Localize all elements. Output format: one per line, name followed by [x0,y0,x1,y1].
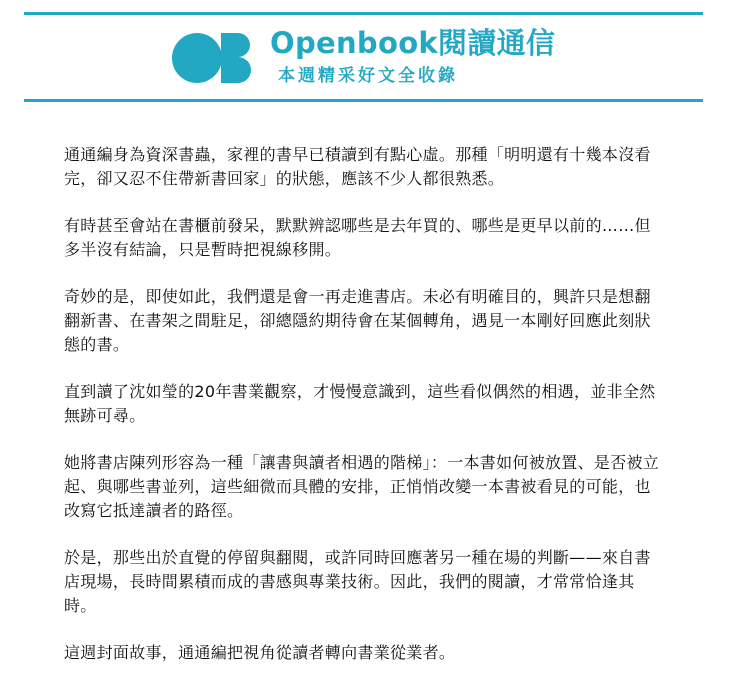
newsletter-subtitle: 本週精采好文全收錄 [278,66,458,86]
newsletter-title: Openbook閱讀通信 [270,26,556,60]
header-bottom-rule [24,99,703,102]
openbook-ob-logo-icon [172,33,258,83]
article-paragraph: 有時甚至會站在書櫃前發呆，默默辨認哪些是去年買的、哪些是更早以前的……但多半沒有結論，只是暫時把視線移開。 [64,216,651,259]
article-paragraph: 通通編身為資深書蟲，家裡的書早已積讀到有點心虛。那種「明明還有十幾本沒看完，卻又忍不住帶新書回家」的狀態，應該不少人都很熟悉。 [64,145,651,188]
article-paragraph: 直到讀了沈如瑩的20年書業觀察，才慢慢意識到，這些看似偶然的相遇，並非全然無跡可尋。 [64,382,656,425]
article-paragraph: 於是，那些出於直覺的停留與翻閱，或許同時回應著另一種在場的判斷——來自書店現場，長時間累積而成的書感與專業技術。因此，我們的閱讀，才常常恰逢其時。 [64,548,651,615]
article-paragraph: 這週封面故事，通通編把視角從讀者轉向書業從業者。 [64,643,456,662]
article-paragraph: 她將書店陳列形容為一種「讓書與讀者相遇的階梯」：一本書如何被放置、是否被立起、與哪些書並列，這些細微而具體的安排，正悄悄改變一本書被看見的可能，也改寫它抵達讀者的路徑。 [64,453,660,520]
masthead [0,15,746,99]
article-body [64,143,664,688]
article-paragraph: 奇妙的是，即使如此，我們還是會一再走進書店。未必有明確目的，興許只是想翻翻新書、在書架之間駐足，卻總隱約期待會在某個轉角，遇見一本剛好回應此刻狀態的書。 [64,287,651,354]
